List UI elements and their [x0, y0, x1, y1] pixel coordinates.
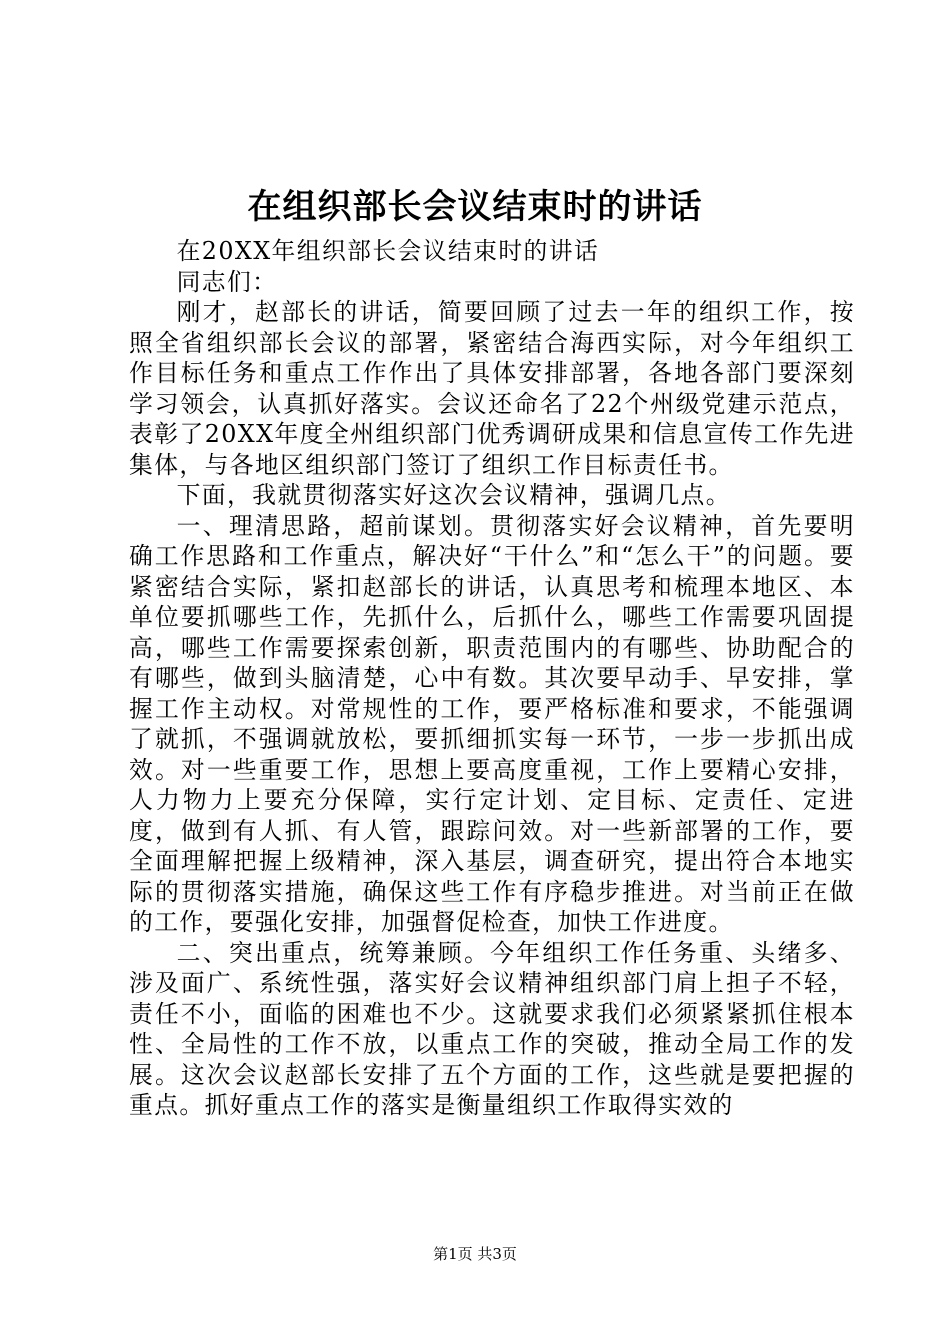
document-body [129, 236, 855, 1121]
page-footer: 第1页 共3页 [433, 1245, 517, 1263]
document-title: 在组织部长会议结束时的讲话 [247, 187, 703, 227]
paragraph: 一、理清思路，超前谋划。贯彻落实好会议精神，首先要明确工作思路和工作重点，解决好“干什么”和“怎么干”的问题。要紧密结合实际，紧扣赵部长的讲话，认真思考和梳理本地区、本单位要抓哪些工作，先抓什么，后抓什么，哪些工作需要巩固提高，哪些工作需要探索创新，职责范围内的有哪些、协助配合的有哪些，做到头脑清楚，心中有数。其次要早动手、早安排，掌握工作主动权。对常规性的工作，要严格标准和要求，不能强调了就抓，不强调就放松，要抓细抓实每一环节，一步一步抓出成效。对一些重要工作，思想上要高度重视，工作上要精心安排，人力物力上要充分保障，实行定计划、定目标、定责任、定进度，做到有人抓、有人管，跟踪问效。对一些新部署的工作，要全面理解把握上级精神，深入基层，调查研究，提出符合本地实际的贯彻落实措施，确保这些工作有序稳步推进。对当前正在做的工作，要强化安排，加强督促检查，加快工作进度。 [129, 511, 855, 936]
paragraph: 下面，我就贯彻落实好这次会议精神，强调几点。 [176, 481, 731, 509]
paragraph: 刚才，赵部长的讲话，简要回顾了过去一年的组织工作，按照全省组织部长会议的部署，紧密结合海西实际，对今年组织工作目标任务和重点工作作出了具体安排部署，各地各部门要深刻学习领会，认真抓好落实。会议还命名了22个州级党建示范点，表彰了20XX年度全州组织部门优秀调研成果和信息宣传工作先进集体，与各地区组织部门签订了组织工作目标责任书。 [129, 298, 855, 479]
paragraph: 二、突出重点，统筹兼顾。今年组织工作任务重、头绪多、涉及面广、系统性强，落实好会议精神组织部门肩上担子不轻，责任不小，面临的困难也不少。这就要求我们必须紧紧抓住根本性、全局性的工作不放，以重点工作的突破，推动全局工作的发展。这次会议赵部长安排了五个方面的工作，这些就是要把握的重点。抓好重点工作的落实是衡量组织工作取得实效的 [129, 938, 855, 1119]
paragraph-subtitle: 在20XX年组织部长会议结束时的讲话 [176, 237, 600, 265]
paragraph-salutation: 同志们： [176, 267, 278, 296]
